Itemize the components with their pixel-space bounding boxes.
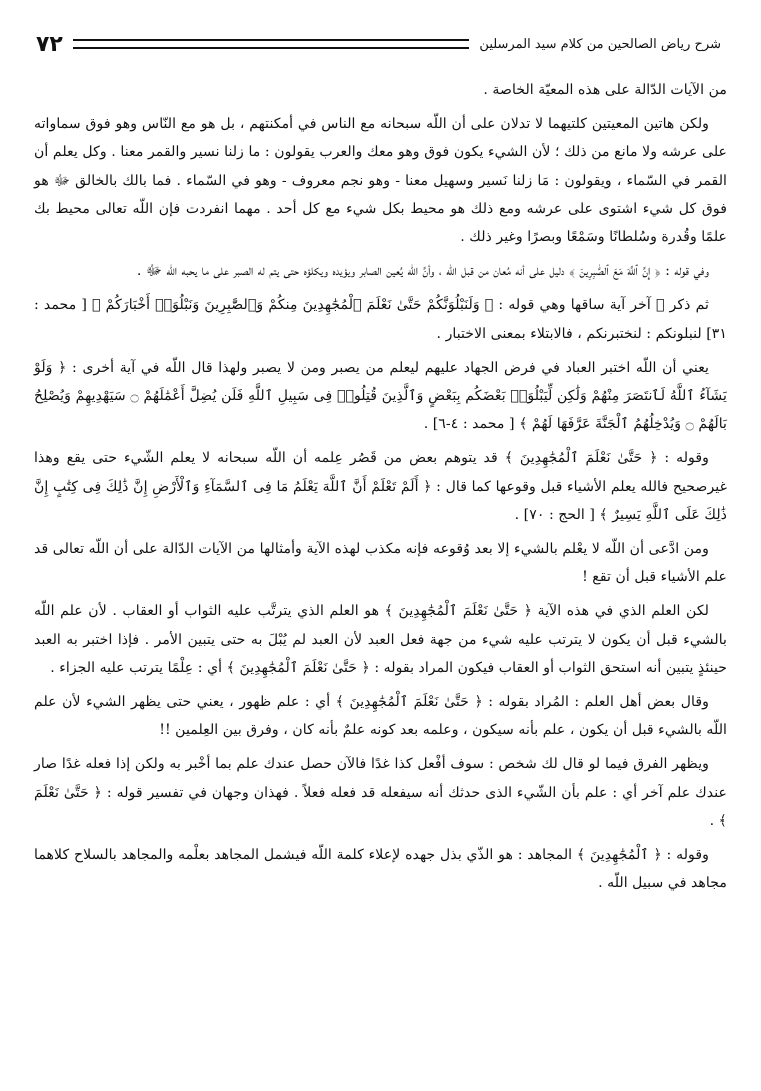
paragraph: ومن ادَّعى أن اللّه لا يعْلم بالشيء إلا بعد وُقوعه فإنه مكذب لهذه الآية وأمثالها من الآيات الدّالة على أن اللّه تعالى قد علم الأشياء قبل أن تقع ! [34, 541, 727, 586]
paragraph: ويظهر الفرق فيما لو قال لك شخص : سوف أفْعل كذا غدًا فالآن حصل عندك علم بما أخْبر به ولكن إذا فعله غدًا صار عندك علم آخر أي : علم بأن الشّيء الذى حدثك أنه سيفعله قد فعله فعلاً . فهذان وجهان في تفسير قوله : ﴿ حَتَّىٰ نَعْلَمَ ﴾ . [34, 756, 727, 829]
paragraph: وقال بعض أهل العلم : المُراد بقوله : ﴿ حَتَّىٰ نَعْلَمَ ٱلْمُجَٰهِدِينَ ﴾ أي : علم ظهور ، يعني حتى يظهر الشيء لأن علم اللّه بالشيء قبل أن يكون ، علم بأنه سيكون ، وعلمه بعد كونه علمٌ بأنه كان ، وفرق بين العِلمين !! [34, 694, 727, 739]
paragraph: ولكن هاتين المعيتين كلتيهما لا تدلان على أن اللّه سبحانه مع الناس في أمكنتهم ، بل هو مع النّاس وهو فوق سماواته على عرشه ولا مانع من ذلك ؛ لأن الشيء يكون فوق وهو معك والعرب يقولون : ما زلنا نسير والقمر معنا . وكل يعلم أن القمر في السّماء ، ويقولون : مَا زلنا نَسير وسهيل معنا - وهو نجم معروف - وهو في السّماء . فما بالك بالخالق ﷻ هو فوق كل شيء اشتوى على عرشه ومع ذلك هو محيط بكل شيء مع كل أحد . مهما انفردت فإن اللّه تعالى محيط بك علمًا وقُدرة وسُلطانًا وسَمْعًا وبصرًا وغير ذلك . [34, 116, 727, 246]
paragraph: وقوله : ﴿ حَتَّىٰ نَعْلَمَ ٱلْمُجَٰهِدِينَ ﴾ قد يتوهم بعض من قَصُر عِلمه أن اللّه سبحانه لا يعلم الشّيء حتى يقع وهذا غيرصحيح فالله يعلم الأشياء قبل وقوعها كما قال : ﴿ أَلَمْ تَعْلَمْ أَنَّ ٱللَّهَ يَعْلَمُ مَا فِى ٱلسَّمَآءِ وَٱلْأَرْضِ إِنَّ ذَٰلِكَ فِى كِتَٰبٍ إِنَّ ذَٰلِكَ عَلَى ٱللَّهِ يَسِيرٌ ﴾ [ الحج : ٧٠] . [34, 450, 727, 523]
paragraph: لكن العلم الذي في هذه الآية ﴿ حَتَّىٰ نَعْلَمَ ٱلْمُجَٰهِدِينَ ﴾ هو العلم الذي يترتَّب عليه الثواب أو العقاب . لأن علم اللّه بالشيء قبل أن يكون لا يترتب عليه شيء من جهة فعل العبد لأن العبد لم يُبْلَ به حتى يتبين الأمر . فإذا اختبر به العبد حينئذٍ يتبين أنه استحق الثواب أو العقاب فيكون المراد بقوله : ﴿ حَتَّىٰ نَعْلَمَ ٱلْمُجَٰهِدِينَ ﴾ أي : عِلْمًا يترتب عليه الجزاء . [34, 603, 727, 676]
header-rule [73, 39, 470, 49]
paragraph: وفي قوله : ﴿ إِنَّ ٱللَّهَ مَعَ ٱلصَّٰبِرِينَ ﴾ دليل على أنه مُعان من قبل اللّه ، وأنَّ اللّه يُعين الصابر ويؤيده ويكلؤه حتى يتم له الصبر على ما يحبه اللّه ﷻ . [136, 263, 709, 280]
page-number: ٧٢ [36, 31, 63, 57]
paragraph: من الآيات الدّالة على هذه المعيّة الخاصة . [483, 82, 727, 98]
page-body [34, 76, 727, 1071]
paragraph: يعني أن اللّه اختبر العباد في فرض الجهاد عليهم ليعلم من يصبر ومن لا يصبر ولهذا قال اللّه في آية أخرى : ﴿ وَلَوْ يَشَآءُ ٱللَّهُ لَٱنتَصَرَ مِنْهُمْ وَلَٰكِن لِّيَبْلُوَا۟ بَعْضَكُم بِبَعْضٍ وَٱلَّذِينَ قُتِلُوا۟ فِى سَبِيلِ ٱللَّهِ فَلَن يُضِلَّ أَعْمَٰلَهُمْ ۝ سَيَهْدِيهِمْ وَيُصْلِحُ بَالَهُمْ ۝ وَيُدْخِلُهُمُ ٱلْجَنَّةَ عَرَّفَهَا لَهُمْ ﴾ [ محمد : ٤-٦] . [34, 359, 727, 433]
page-header [36, 28, 721, 60]
paragraph: ثم ذكر ﷺ آخر آية ساقها وهي قوله : ﴿ وَلَنَبْلُوَنَّكُمْ حَتَّىٰ نَعْلَمَ ٱلْمُجَٰهِدِينَ مِنكُمْ وَٱلصَّٰبِرِينَ وَنَبْلُوَا۟ أَخْبَارَكُمْ ﴾ [ محمد : ٣١] لنبلونكم : لنختبرنكم ، فالابتلاء بمعنى الاختبار . [34, 297, 727, 342]
paragraph: وقوله : ﴿ ٱلْمُجَٰهِدِينَ ﴾ المجاهد : هو الذّي بذل جهده لإعلاء كلمة اللّه فيشمل المجاهد بعلْمه والمجاهد بالسلاح كلاهما مجاهد في سبيل اللّه . [34, 847, 727, 892]
book-title: شرح رياض الصالحين من كلام سيد المرسلين [479, 36, 721, 52]
